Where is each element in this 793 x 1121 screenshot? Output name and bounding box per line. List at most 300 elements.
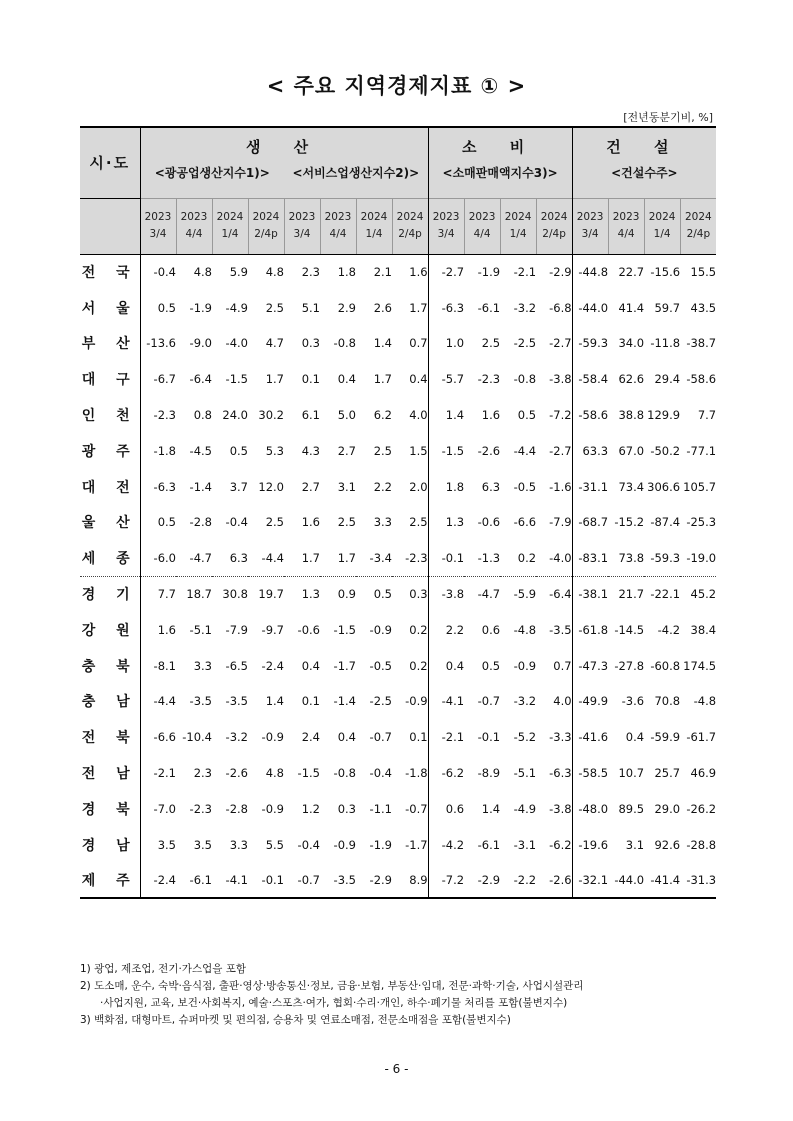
period-year: 2023 [324, 211, 352, 223]
period-header [428, 198, 464, 254]
subheader-construction-orders: <건설수주> [572, 164, 716, 198]
table-cell: -2.7 [428, 254, 464, 290]
table-cell: -77.1 [686, 443, 717, 458]
table-cell: 0.7 [409, 336, 428, 351]
table-cell: -0.4 [225, 515, 248, 530]
table-cell: -9.0 [189, 336, 212, 351]
table-cell: -6.8 [549, 300, 572, 315]
table-cell: 3.3 [193, 658, 212, 673]
table-cell: -2.3 [477, 372, 501, 387]
table-cell: -0.7 [284, 863, 320, 899]
table-cell: -58.6 [572, 397, 608, 433]
period-year: 2023 [576, 211, 604, 223]
region-name: 대 구 [80, 361, 140, 397]
table-cell: -0.4 [153, 265, 176, 280]
page-number: - 6 - [384, 1062, 409, 1076]
table-cell: -5.1 [513, 766, 537, 781]
footnote-2: 2) 도소매, 운수, 숙박·음식점, 출판·영상·방송통신·정보, 금융·보험, 부동산·임대, 전문·과학·기술, 사업시설관리 [80, 980, 584, 992]
table-cell: 1.4 [373, 336, 392, 351]
table-cell: 0.9 [337, 587, 356, 602]
table-cell: 0.4 [409, 372, 428, 387]
region-name: 경 기 [80, 576, 140, 612]
footnotes [80, 961, 730, 1029]
period-quarter: 1/4 [365, 228, 383, 240]
table-cell: -58.5 [572, 755, 608, 791]
table-cell: 1.2 [301, 801, 320, 816]
table-cell: 6.1 [301, 408, 320, 423]
period-year: 2024 [396, 211, 424, 223]
table-cell: -15.6 [650, 265, 681, 280]
table-cell: 174.5 [683, 658, 717, 673]
table-row [80, 505, 716, 541]
period-header [500, 198, 536, 254]
table-cell: -4.8 [693, 694, 717, 709]
table-cell: 1.8 [428, 469, 464, 505]
table-cell: -19.0 [680, 540, 716, 576]
table-cell: -5.1 [189, 622, 212, 637]
region-name: 세 종 [80, 540, 140, 576]
table-cell: 46.9 [690, 766, 717, 781]
table-cell: 0.5 [373, 587, 392, 602]
table-cell: -2.1 [513, 265, 537, 280]
table-cell: -6.3 [428, 290, 464, 326]
group-header-production: 생 산 [140, 127, 428, 164]
table-cell: 29.4 [654, 372, 681, 387]
table-cell: -44.0 [608, 863, 644, 899]
table-cell: -3.2 [513, 300, 537, 315]
region-name: 서 울 [80, 290, 140, 326]
table-cell: -10.4 [182, 730, 212, 745]
region-name: 울 산 [80, 505, 140, 541]
table-cell: 2.5 [265, 515, 284, 530]
table-row [80, 397, 716, 433]
subheader-retail-sales: <소매판매액지수3)> [428, 164, 572, 198]
table-cell: -0.5 [369, 658, 392, 673]
period-year: 2024 [540, 211, 568, 223]
table-cell: 5.1 [301, 300, 320, 315]
table-row [80, 648, 716, 684]
table-row [80, 684, 716, 720]
table-cell: 1.7 [320, 540, 356, 576]
table-cell: -13.6 [146, 336, 176, 351]
period-quarter: 4/4 [617, 228, 635, 240]
table-cell: -58.4 [572, 361, 608, 397]
region-name: 인 천 [80, 397, 140, 433]
table-cell: 1.0 [428, 326, 464, 362]
table-cell: 129.9 [647, 408, 681, 423]
table-cell: -1.6 [549, 479, 572, 494]
table-cell: -2.7 [549, 336, 572, 351]
table-cell: 0.1 [301, 372, 320, 387]
table-cell: -4.2 [428, 827, 464, 863]
table-cell: -2.3 [392, 540, 428, 576]
table-cell: -2.1 [428, 719, 464, 755]
table-cell: 0.5 [481, 658, 501, 673]
table-cell: -3.6 [621, 694, 645, 709]
table-cell: -31.1 [572, 469, 608, 505]
table-cell: 0.1 [409, 730, 428, 745]
table-cell: -47.3 [572, 648, 608, 684]
table-cell: -61.8 [572, 612, 608, 648]
table-row [80, 863, 716, 899]
table-cell: -0.9 [261, 801, 284, 816]
table-cell: -2.5 [369, 694, 392, 709]
table-cell: 45.2 [690, 587, 717, 602]
unit-label: [전년동분기비, %] [623, 111, 713, 124]
table-cell: 34.0 [618, 336, 645, 351]
table-cell: 4.8 [265, 265, 284, 280]
region-header-spacer [80, 198, 140, 254]
table-row [80, 612, 716, 648]
table-cell: -3.5 [189, 694, 212, 709]
table-cell: 0.5 [229, 443, 248, 458]
table-cell: 1.5 [409, 443, 428, 458]
group-header-consumption: 소 비 [428, 127, 572, 164]
period-year: 2024 [684, 211, 712, 223]
table-row [80, 755, 716, 791]
table-cell: -59.3 [572, 326, 608, 362]
table-cell: -0.9 [333, 837, 356, 852]
table-cell: 306.6 [647, 479, 681, 494]
period-year: 2024 [216, 211, 244, 223]
table-cell: 2.5 [409, 515, 428, 530]
table-cell: -7.2 [549, 408, 572, 423]
table-cell: -4.4 [248, 540, 284, 576]
table-cell: 1.7 [373, 372, 392, 387]
region-name: 광 주 [80, 433, 140, 469]
table-cell: 1.6 [157, 622, 176, 637]
table-cell: -2.9 [464, 863, 500, 899]
table-cell: 3.5 [157, 837, 176, 852]
subheader-services: <서비스업생산지수2)> [284, 164, 428, 198]
table-cell: -0.7 [369, 730, 392, 745]
table-cell: -6.1 [477, 837, 501, 852]
table-cell: -48.0 [572, 791, 608, 827]
table-cell: 1.7 [409, 300, 428, 315]
table-cell: -41.4 [644, 863, 680, 899]
period-quarter: 4/4 [329, 228, 347, 240]
table-cell: -5.7 [428, 361, 464, 397]
period-quarter: 4/4 [473, 228, 491, 240]
period-header [176, 198, 212, 254]
table-cell: 2.5 [265, 300, 284, 315]
table-cell: -4.7 [477, 587, 501, 602]
table-cell: -9.7 [261, 622, 284, 637]
table-cell: 2.5 [337, 515, 356, 530]
table-cell: -0.6 [477, 515, 501, 530]
table-cell: -1.5 [225, 372, 248, 387]
table-cell: -3.8 [549, 801, 572, 816]
table-cell: -15.2 [614, 515, 645, 530]
table-cell: -6.0 [140, 540, 176, 576]
table-cell: 0.5 [517, 408, 537, 423]
table-cell: -4.4 [153, 694, 176, 709]
period-year: 2024 [252, 211, 280, 223]
period-header [536, 198, 572, 254]
table-cell: -6.4 [189, 372, 212, 387]
table-cell: 38.8 [618, 408, 645, 423]
table-cell: -0.4 [297, 837, 320, 852]
table-cell: -32.1 [572, 863, 608, 899]
table-cell: -6.1 [176, 863, 212, 899]
table-cell: -3.8 [549, 372, 572, 387]
table-cell: 38.4 [690, 622, 717, 637]
period-header [572, 198, 608, 254]
table-cell: -8.1 [153, 658, 176, 673]
table-cell: -0.1 [477, 730, 501, 745]
table-cell: -38.1 [572, 576, 608, 612]
table-cell: 3.1 [337, 479, 356, 494]
period-year: 2023 [432, 211, 460, 223]
period-quarter: 2/4p [542, 228, 566, 240]
table-cell: -58.6 [686, 372, 717, 387]
table-cell: 2.5 [481, 336, 501, 351]
table-cell: -1.1 [369, 801, 392, 816]
period-header [392, 198, 428, 254]
table-cell: -2.6 [225, 766, 248, 781]
table-cell: -3.5 [549, 622, 572, 637]
table-cell: -3.4 [356, 540, 392, 576]
table-cell: -5.9 [513, 587, 537, 602]
table-cell: -0.4 [369, 766, 392, 781]
table-cell: 4.0 [553, 694, 572, 709]
table-cell: 3.1 [625, 837, 645, 852]
table-cell: -2.8 [189, 515, 212, 530]
period-header [140, 198, 176, 254]
period-header [356, 198, 392, 254]
table-cell: -6.3 [153, 479, 176, 494]
table-cell: 0.2 [409, 658, 428, 673]
table-cell: 24.0 [222, 408, 248, 423]
table-cell: -22.1 [650, 587, 681, 602]
table-cell: -41.6 [572, 719, 608, 755]
table-cell: 30.2 [258, 408, 284, 423]
table-cell: 0.7 [553, 658, 572, 673]
group-header-construction: 건 설 [572, 127, 716, 164]
table-cell: -1.9 [477, 265, 501, 280]
table-cell: 6.2 [373, 408, 392, 423]
table-row [80, 326, 716, 362]
table-cell: -4.9 [513, 801, 537, 816]
table-cell: 1.7 [284, 540, 320, 576]
table-cell: 25.7 [654, 766, 681, 781]
table-cell: -6.6 [513, 515, 537, 530]
table-cell: -0.9 [513, 658, 537, 673]
table-cell: 59.7 [654, 300, 681, 315]
table-cell: -1.5 [428, 433, 464, 469]
table-cell: 63.3 [572, 433, 608, 469]
table-cell: 2.7 [337, 443, 356, 458]
table-cell: 6.3 [481, 479, 501, 494]
table-cell: 1.6 [301, 515, 320, 530]
table-cell: -28.8 [686, 837, 717, 852]
region-name: 제 주 [80, 863, 140, 899]
table-cell: 0.3 [301, 336, 320, 351]
table-cell: -4.7 [176, 540, 212, 576]
table-cell: 4.8 [193, 265, 212, 280]
period-quarter: 4/4 [185, 228, 203, 240]
table-cell: 0.5 [157, 300, 176, 315]
table-cell: -6.3 [549, 766, 572, 781]
table-cell: 2.0 [409, 479, 428, 494]
period-header [320, 198, 356, 254]
table-cell: -4.8 [513, 622, 537, 637]
table-cell: 22.7 [618, 265, 645, 280]
table-cell: 1.4 [481, 801, 501, 816]
table-cell: -2.6 [536, 863, 572, 899]
table-cell: 2.1 [373, 265, 392, 280]
table-cell: -7.9 [549, 515, 572, 530]
table-cell: -31.3 [680, 863, 716, 899]
table-cell: 73.8 [608, 540, 644, 576]
period-quarter: 3/4 [581, 228, 599, 240]
table-cell: -0.8 [513, 372, 537, 387]
period-quarter: 1/4 [221, 228, 239, 240]
table-cell: -1.7 [333, 658, 356, 673]
table-cell: 2.7 [301, 479, 320, 494]
table-cell: 10.7 [618, 766, 645, 781]
period-quarter: 3/4 [437, 228, 455, 240]
table-cell: -1.8 [153, 443, 176, 458]
table-cell: -0.9 [405, 694, 428, 709]
table-cell: 12.0 [258, 479, 284, 494]
table-cell: 0.4 [337, 372, 356, 387]
table-cell: 2.9 [337, 300, 356, 315]
table-cell: 0.4 [625, 730, 645, 745]
period-header [464, 198, 500, 254]
period-quarter: 2/4p [254, 228, 278, 240]
table-cell: 0.3 [337, 801, 356, 816]
table-row [80, 361, 716, 397]
table-cell: 2.6 [373, 300, 392, 315]
table-cell: -14.5 [614, 622, 645, 637]
table-cell: -4.5 [189, 443, 212, 458]
table-cell: -0.9 [261, 730, 284, 745]
period-year: 2024 [648, 211, 676, 223]
table-cell: 73.4 [618, 479, 645, 494]
table-cell: 3.3 [229, 837, 248, 852]
table-cell: 5.3 [265, 443, 284, 458]
region-name: 경 북 [80, 791, 140, 827]
table-cell: 1.6 [481, 408, 501, 423]
table-cell: 0.2 [409, 622, 428, 637]
table-cell: 19.7 [258, 587, 284, 602]
table-cell: -0.6 [297, 622, 320, 637]
table-cell: 5.9 [229, 265, 248, 280]
table-cell: 41.4 [618, 300, 645, 315]
period-header [608, 198, 644, 254]
period-quarter: 3/4 [149, 228, 167, 240]
table-cell: 0.5 [157, 515, 176, 530]
footnote-3: 3) 백화점, 대형마트, 슈퍼마켓 및 편의점, 승용차 및 연료소매점, 전문소매점을 포함(불변지수) [80, 1014, 511, 1026]
period-quarter: 3/4 [293, 228, 311, 240]
table-row [80, 290, 716, 326]
table-cell: -2.9 [356, 863, 392, 899]
table-cell: 0.1 [301, 694, 320, 709]
table-cell: -3.1 [513, 837, 537, 852]
table-cell: 6.3 [212, 540, 248, 576]
table-cell: -50.2 [650, 443, 681, 458]
table-cell: -3.3 [549, 730, 572, 745]
table-cell: -7.0 [153, 801, 176, 816]
table-row [80, 540, 716, 576]
table-cell: -0.8 [333, 766, 356, 781]
table-cell: 4.0 [409, 408, 428, 423]
table-cell: 0.6 [481, 622, 501, 637]
period-year: 2023 [468, 211, 496, 223]
table-cell: -6.6 [153, 730, 176, 745]
period-year: 2024 [360, 211, 388, 223]
table-cell: 70.8 [654, 694, 681, 709]
table-cell: -19.6 [572, 827, 608, 863]
period-year: 2023 [144, 211, 172, 223]
table-cell: -6.1 [477, 300, 501, 315]
period-year: 2023 [612, 211, 640, 223]
table-cell: 89.5 [618, 801, 645, 816]
table-cell: -0.5 [513, 479, 537, 494]
table-cell: -26.2 [686, 801, 717, 816]
table-cell: 0.4 [301, 658, 320, 673]
table-cell: -3.5 [320, 863, 356, 899]
region-name: 대 전 [80, 469, 140, 505]
table-cell: -44.0 [572, 290, 608, 326]
period-header [284, 198, 320, 254]
table-cell: -3.2 [225, 730, 248, 745]
table-cell: 1.3 [301, 587, 320, 602]
table-cell: -83.1 [572, 540, 608, 576]
table-cell: -0.9 [369, 622, 392, 637]
period-quarter: 2/4p [686, 228, 711, 240]
footnote-1: 1) 광업, 제조업, 전기·가스업을 포함 [80, 963, 246, 975]
table-row [80, 433, 716, 469]
table-cell: -2.7 [549, 443, 572, 458]
region-name: 부 산 [80, 326, 140, 362]
table-cell: -44.8 [572, 254, 608, 290]
table-cell: -4.0 [225, 336, 248, 351]
table-cell: -4.0 [536, 540, 572, 576]
table-cell: -11.8 [650, 336, 681, 351]
table-cell: 7.7 [697, 408, 717, 423]
table-cell: -2.6 [477, 443, 501, 458]
table-row [80, 576, 716, 612]
table-cell: 15.5 [690, 265, 717, 280]
table-cell: 1.4 [428, 397, 464, 433]
table-cell: -2.4 [261, 658, 284, 673]
page-title: < 주요 지역경제지표 ① > [266, 74, 527, 98]
table-cell: 4.8 [265, 766, 284, 781]
table-cell: 3.5 [193, 837, 212, 852]
table-cell: -61.7 [686, 730, 717, 745]
table-cell: 7.7 [157, 587, 176, 602]
table-cell: 1.6 [409, 265, 428, 280]
table-cell: -1.3 [464, 540, 500, 576]
table-cell: 2.5 [373, 443, 392, 458]
table-row [80, 469, 716, 505]
table-cell: 4.7 [265, 336, 284, 351]
table-cell: -2.4 [140, 863, 176, 899]
table-cell: 105.7 [683, 479, 717, 494]
table-cell: -3.8 [428, 576, 464, 612]
table-cell: -4.9 [225, 300, 248, 315]
table-cell: -1.7 [405, 837, 428, 852]
region-header: 시·도 [80, 127, 140, 198]
table-cell: -27.8 [614, 658, 645, 673]
table-cell: -1.5 [297, 766, 320, 781]
table-cell: -7.2 [428, 863, 464, 899]
table-cell: -25.3 [686, 515, 717, 530]
period-header [644, 198, 680, 254]
table-cell: 2.3 [301, 265, 320, 280]
